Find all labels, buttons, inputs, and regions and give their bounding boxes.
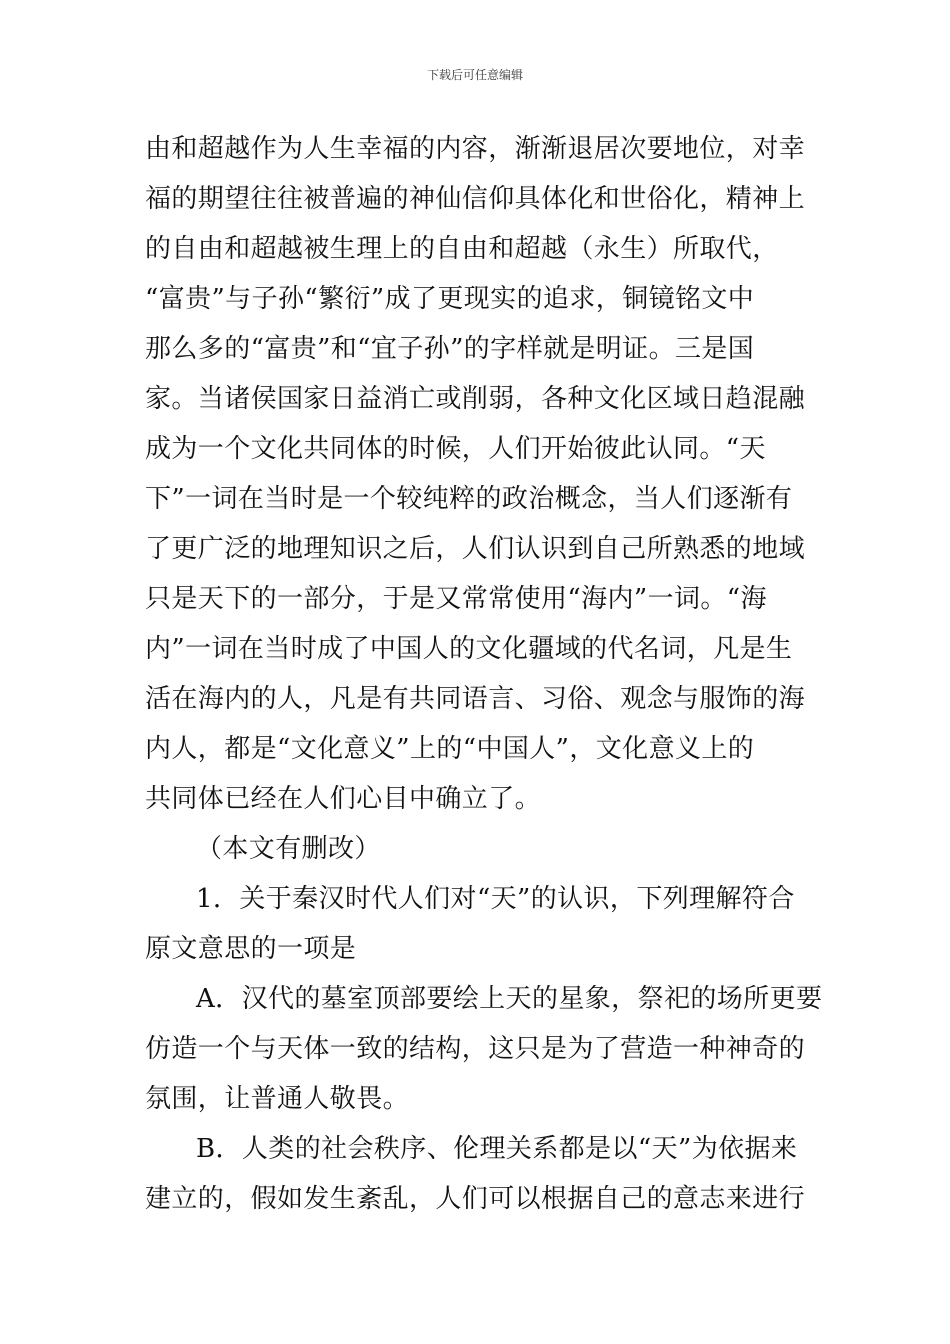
option-a: 仿造一个与天体一致的结构，这只是为了营造一种神奇的	[145, 1034, 806, 1064]
text-line: 家。当诸侯国家日益消亡或削弱，各种文化区域日趋混融	[145, 384, 806, 414]
option-a: A．汉代的墓室顶部要绘上天的星象，祭祀的场所更要	[196, 984, 823, 1014]
option-b: B．人类的社会秩序、伦理关系都是以“天”为依据来	[196, 1134, 798, 1164]
text-line: 只是天下的一部分，于是又常常使用“海内”一词。“海	[145, 584, 767, 614]
text-line: 由和超越作为人生幸福的内容，渐渐退居次要地位，对幸	[145, 134, 806, 164]
text-line: 内”一词在当时成了中国人的文化疆域的代名词，凡是生	[145, 634, 793, 664]
question-stem: 原文意思的一项是	[145, 934, 357, 964]
text-line: “富贵”与子孙“繁衍”成了更现实的追求，铜镜铭文中	[145, 284, 755, 314]
text-line: 了更广泛的地理知识之后，人们认识到自己所熟悉的地域	[145, 534, 806, 564]
text-line: 那么多的“富贵”和“宜子孙”的字样就是明证。三是国	[145, 334, 755, 364]
source-note: （本文有删改）	[196, 834, 381, 864]
text-line: 下”一词在当时是一个较纯粹的政治概念，当人们逐渐有	[145, 484, 793, 514]
text-line: 内人，都是“文化意义”上的“中国人”，文化意义上的	[145, 734, 755, 764]
text-line: 活在海内的人，凡是有共同语言、习俗、观念与服饰的海	[145, 684, 806, 714]
text-line: 共同体已经在人们心目中确立了。	[145, 784, 542, 814]
question-stem: 1．关于秦汉时代人们对“天”的认识，下列理解符合	[196, 884, 795, 914]
page-header: 下载后可任意编辑	[426, 68, 523, 82]
option-b: 建立的，假如发生紊乱，人们可以根据自己的意志来进行	[145, 1184, 806, 1214]
text-line: 的自由和超越被生理上的自由和超越（永生）所取代，	[145, 234, 779, 264]
text-line: 福的期望往往被普遍的神仙信仰具体化和世俗化，精神上	[145, 184, 806, 214]
option-a: 氛围，让普通人敬畏。	[145, 1084, 410, 1114]
text-line: 成为一个文化共同体的时候，人们开始彼此认同。“天	[145, 434, 766, 464]
